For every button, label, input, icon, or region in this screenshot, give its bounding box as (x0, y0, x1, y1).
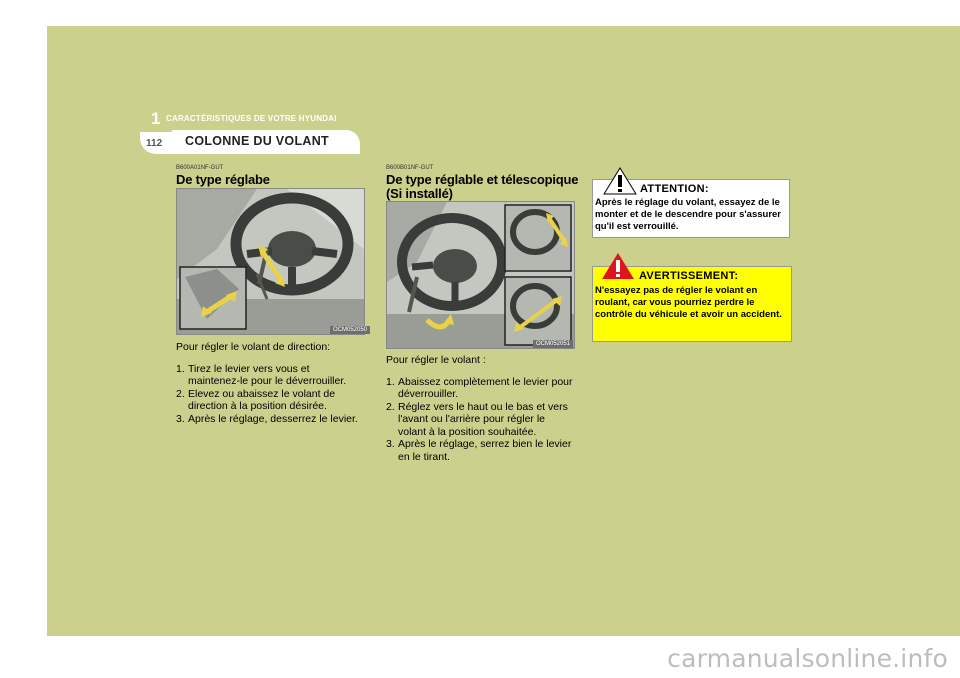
chapter-title: CARACTÉRISTIQUES DE VOTRE HYUNDAI (166, 114, 337, 123)
left-image-code: OCM052050 (330, 326, 370, 334)
middle-section-code: B600B01NF-GUT (386, 165, 434, 171)
warning-title: AVERTISSEMENT: (639, 270, 739, 282)
list-item: 3. Après le réglage, desserrez le levier. (176, 412, 358, 425)
middle-heading-line2: (Si installé) (386, 186, 453, 201)
list-item: 1. Tirez le levier vers vous et maintenez-le pour le déverrouiller. (176, 362, 347, 387)
list-item: 2. Elevez ou abaissez le volant de direction à la position désirée. (176, 387, 336, 412)
left-intro: Pour régler le volant de direction: (176, 341, 331, 353)
middle-instructions (386, 354, 574, 463)
page-number: 112 (146, 138, 163, 149)
watermark: carmanualsonline.info (667, 644, 948, 673)
warning-text: N'essayez pas de régler le volant en roulant, car vous pourriez perdre le contrôle du véhicule et avoir un accident. (595, 285, 782, 320)
list-item: 1. Abaissez complètement le levier pour déverrouiller. (386, 375, 573, 400)
caution-triangle-icon (603, 167, 637, 195)
middle-intro: Pour régler le volant : (386, 354, 486, 366)
attention-text: Après le réglage du volant, essayez de le monter et de le descendre pour s'assurer qu'il est verrouillé. (595, 197, 781, 232)
section-title: COLONNE DU VOLANT (185, 134, 329, 148)
attention-title: ATTENTION: (640, 183, 709, 195)
warning-triangle-icon (601, 252, 635, 280)
steering-wheel-photo-telescopic (386, 201, 575, 349)
chapter-number: 1 (151, 109, 161, 128)
left-heading: De type réglabe (176, 172, 270, 187)
left-section-code: B600A01NF-GUT (176, 165, 224, 171)
middle-image-code: OCM052051 (533, 340, 573, 348)
list-item: 2. Réglez vers le haut ou le bas et vers l'avant ou l'arrière pour régler le volant à la position souhaitée. (386, 400, 568, 438)
list-item: 3. Après le réglage, serrez bien le levier en le tirant. (386, 438, 572, 463)
steering-wheel-photo-adjustable (176, 188, 365, 335)
middle-heading-line1: De type réglable et télescopique (386, 172, 579, 187)
left-instructions (176, 341, 364, 425)
